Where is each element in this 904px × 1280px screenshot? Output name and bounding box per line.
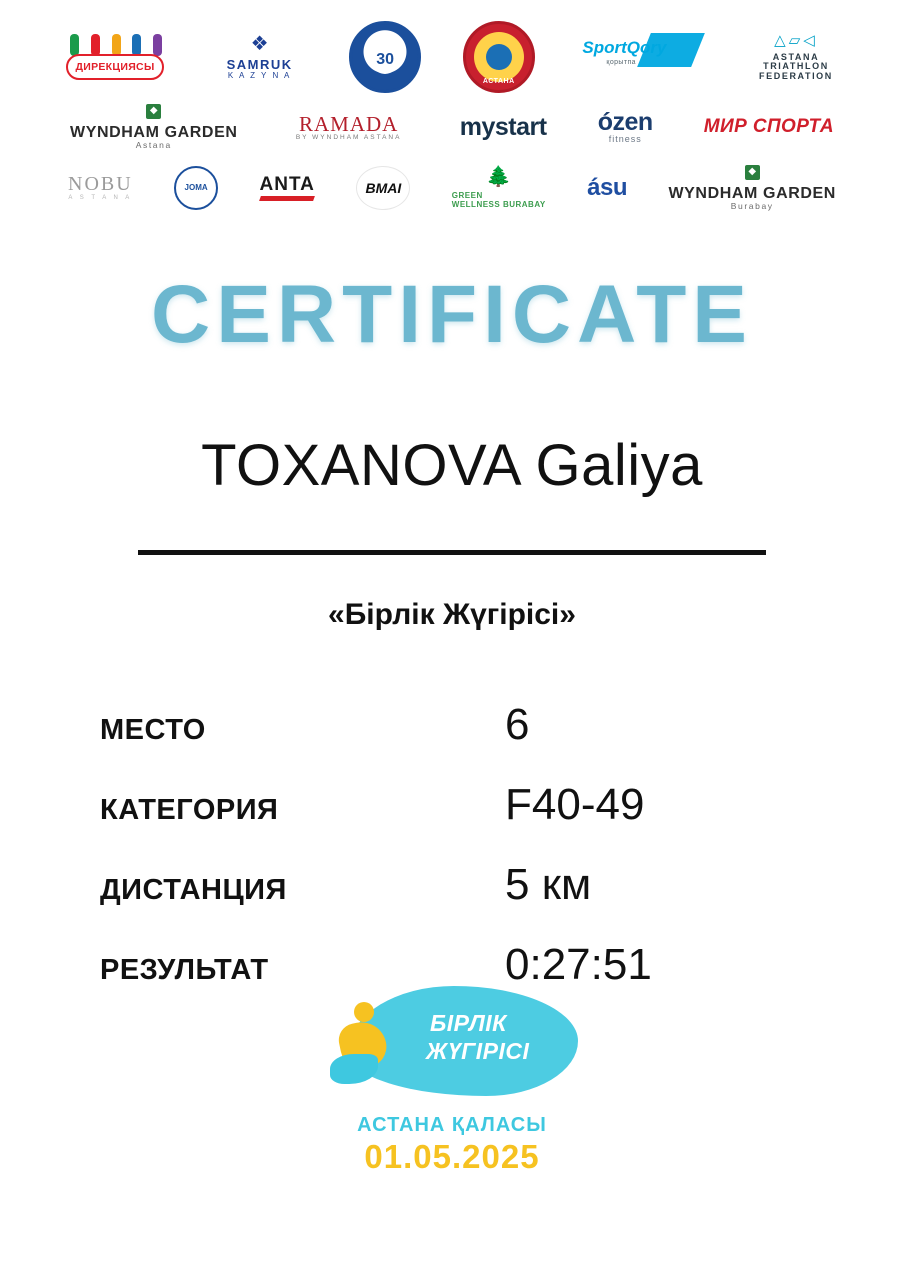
logo-sport-qory-sublabel: қорытпа [606, 59, 636, 66]
logo-direktsiya-label: ДИРЕКЦИЯСЫ [75, 61, 155, 73]
result-value-time: 0:27:51 [505, 940, 652, 989]
event-name: «Бірлік Жүгірісі» [328, 598, 576, 631]
table-row [100, 700, 800, 780]
logo-sport-qory [576, 27, 706, 87]
logo-joma-label: JOMA [184, 182, 208, 192]
direktsiya-figures-icon [70, 26, 162, 56]
sponsor-row-3 [60, 162, 844, 214]
logo-wyndham-astana-sublabel: Astana [135, 140, 172, 151]
logo-green-label: GREEN [451, 191, 483, 201]
logo-astana-label: АСТАНА [482, 77, 515, 85]
logo-ozen-fitness [598, 109, 653, 145]
logo-wyndham-burabay-sublabel: Burabay [730, 201, 774, 212]
anta-swoosh-icon [259, 196, 315, 201]
logo-ozen-sublabel: fitness [608, 134, 642, 145]
runner-icon [324, 998, 410, 1090]
logo-wyndham-burabay-label: WYNDHAM GARDEN [668, 184, 836, 202]
emblem-date: 01.05.2025 [364, 1138, 540, 1175]
logo-nobu-label: NOBU [68, 173, 133, 196]
result-value-distance: 5 км [505, 860, 592, 909]
logo-wyndham-garden-astana [70, 104, 238, 151]
result-label-category: КАТЕГОРИЯ [100, 794, 279, 826]
logo-direktsiya [60, 26, 170, 88]
direktsiya-pill [66, 54, 164, 80]
logo-mir-sporta [704, 117, 834, 137]
logo-samruk-sublabel: K A Z Y N A [227, 70, 292, 80]
emblem-city: АСТАНА ҚАЛАСЫ [357, 1114, 547, 1136]
logo-sport-qory-label: SportQory [582, 38, 667, 57]
logo-mir-sporta-label: МИР СПОРТА [703, 116, 834, 138]
logo-anta-label: ANTA [259, 173, 315, 195]
result-value-category: F40-49 [505, 780, 645, 829]
logo-bmai [356, 166, 410, 210]
sponsor-row-2 [60, 102, 844, 152]
result-label-time: РЕЗУЛЬТАТ [100, 954, 269, 986]
logo-nobu [68, 174, 133, 201]
logo-asu-label: ásu [587, 174, 628, 202]
athlete-name: TOXANOVA Galiya [201, 433, 703, 498]
logo-anniversary-label: 30 [371, 46, 399, 74]
divider [138, 550, 766, 555]
results-table [100, 700, 800, 1020]
logo-mystart [460, 114, 547, 140]
logo-nobu-sublabel: A S T A N A [68, 195, 133, 202]
logo-mystart-label: mystart [459, 112, 547, 141]
table-row [100, 860, 800, 940]
logo-samruk-kazyna [212, 24, 308, 90]
logo-astana-emblem [463, 21, 535, 93]
pine-trees-icon: 🌲 [486, 166, 512, 189]
triathlon-shapes-icon: △▱◁ [774, 31, 818, 49]
result-value-place: 6 [505, 700, 530, 749]
logo-joma [174, 166, 218, 210]
logo-ramada [289, 113, 409, 142]
emblem-brand-line2: ЖҮГІРІСІ [426, 1038, 530, 1064]
logo-wyndham-garden-burabay [668, 165, 836, 212]
wyndham-mark-icon: ◆ [745, 165, 760, 180]
logo-atf-label: ASTANA TRIATHLON FEDERATION [759, 51, 833, 81]
logo-ramada-label: RAMADA [298, 111, 399, 136]
logo-samruk-label: SAMRUK [226, 56, 293, 72]
logo-bmai-label: BMAI [365, 179, 402, 196]
table-row [100, 780, 800, 860]
event-emblem [318, 986, 586, 1206]
logo-asu [587, 175, 627, 200]
logo-green-sublabel: WELLNESS BURABAY [451, 199, 546, 209]
logo-astana-triathlon-federation [748, 24, 844, 90]
logo-anta [260, 175, 315, 202]
emblem-brand-line1: БІРЛІК [430, 1010, 507, 1036]
logo-green-wellness-burabay [452, 167, 546, 209]
logo-ramada-sublabel: BY WYNDHAM ASTANA [295, 133, 402, 141]
logo-ozen-label: ózen [597, 108, 653, 137]
sponsor-row-1 [60, 18, 844, 96]
result-label-distance: ДИСТАНЦИЯ [100, 874, 287, 906]
logo-anniversary-emblem [349, 21, 421, 93]
samruk-diamond-icon: ❖ [250, 32, 269, 55]
result-label-place: МЕСТО [100, 714, 206, 746]
wyndham-mark-icon: ◆ [146, 104, 161, 119]
astana-emblem-inner-icon [474, 32, 524, 82]
logo-wyndham-astana-label: WYNDHAM GARDEN [70, 123, 238, 141]
page-title: CERTIFICATE [150, 269, 753, 360]
sponsor-logo-band [0, 18, 904, 214]
